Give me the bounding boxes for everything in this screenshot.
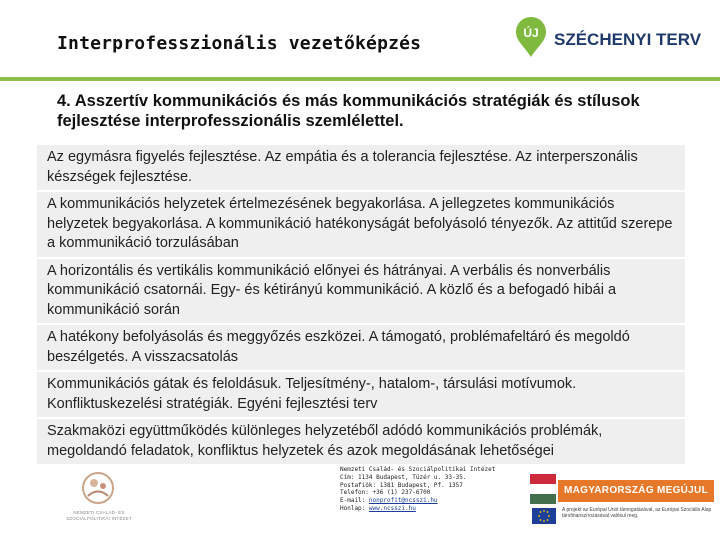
contact-post: Postafiók: 1381 Budapest, Pf. 1357 <box>340 481 463 489</box>
list-item: Az egymásra figyelés fejlesztése. Az empátia és a tolerancia fejlesztése. Az interperszonális készségek fejlesztése. <box>37 145 685 192</box>
contact-address: Cím: 1134 Budapest, Tüzér u. 33-35. <box>340 473 467 481</box>
list-item: Szakmaközi együttműködés különleges helyzetéből adódó kommunikációs problémák, megoldandó feladatok, konfliktus helyzetek és azok megoldásának lehetőségei <box>37 419 685 466</box>
eu-funding-block <box>530 474 716 536</box>
logo-badge-text: ÚJ <box>523 26 539 40</box>
list-item: A kommunikációs helyzetek értelmezésének begyakorlása. A jellegzetes kommunikációs helyzetek begyakorlása. A kommunikáció hatékonyságát befolyásoló tényezők. Az attitűd szerepe a kommunikáció torzulásában <box>37 192 685 259</box>
ncsszi-emblem-icon <box>66 466 130 510</box>
ncsszi-logo-caption: NEMZETI CSALÁD- ÉS SZOCIÁLPOLITIKAI INTÉZET <box>66 510 132 521</box>
contact-web-link[interactable]: www.ncsszi.hu <box>368 504 416 512</box>
section-subtitle: 4. Asszertív kommunikációs és más kommunikációs stratégiák és stílusok fejlesztése interprofesszionális szemlélettel. <box>57 92 640 130</box>
contact-web-row <box>340 505 520 513</box>
logo-text: SZÉCHENYI TERV <box>554 30 702 49</box>
list-item: A hatékony befolyásolás és meggyőzés eszközei. A támogató, problémafeltáró és megoldó beszélgetés. A visszacsatolás <box>37 325 685 372</box>
contact-org: Nemzeti Család- és Szociálpolitikai Intézet <box>340 466 496 473</box>
hungarian-flag-icon <box>530 474 556 504</box>
list-item: A horizontális és vertikális kommunikáció előnyei és hátrányai. A verbális és nonverbális kommunikáció csatornái. Egy- és kétirányú kommunikáció. A közlő és a befogadó hibái a kommunikáció során <box>37 259 685 326</box>
eu-funding-text: A projekt az Európai Unió támogatásával, az Európai Szociális Alap társfinanszírozásával valósul meg. <box>562 507 712 520</box>
header-title: Interprofesszionális vezetőképzés <box>57 33 422 54</box>
contact-email-link[interactable]: nonprofit@ncsszi.hu <box>368 497 438 505</box>
magyarorszag-megujul-banner: MAGYARORSZÁG MEGÚJUL <box>558 480 714 502</box>
topic-list <box>37 145 685 466</box>
contact-email-label: E-mail: <box>340 497 369 505</box>
header-divider <box>0 77 720 81</box>
szechenyi-badge-icon <box>514 16 548 58</box>
contact-web-label: Honlap: <box>340 504 369 512</box>
contact-block <box>340 466 520 513</box>
ncsszi-logo <box>66 466 130 536</box>
eu-flag-icon <box>532 508 556 524</box>
contact-email-row <box>340 497 520 505</box>
szechenyi-terv-logo <box>514 16 714 64</box>
contact-phone: Telefon: +36 (1) 237-6700 <box>340 489 431 497</box>
list-item: Kommunikációs gátak és feloldásuk. Teljesítmény-, hatalom-, társulási motívumok. Konfliktuskezelési stratégiák. Egyéni fejlesztési terv <box>37 372 685 419</box>
